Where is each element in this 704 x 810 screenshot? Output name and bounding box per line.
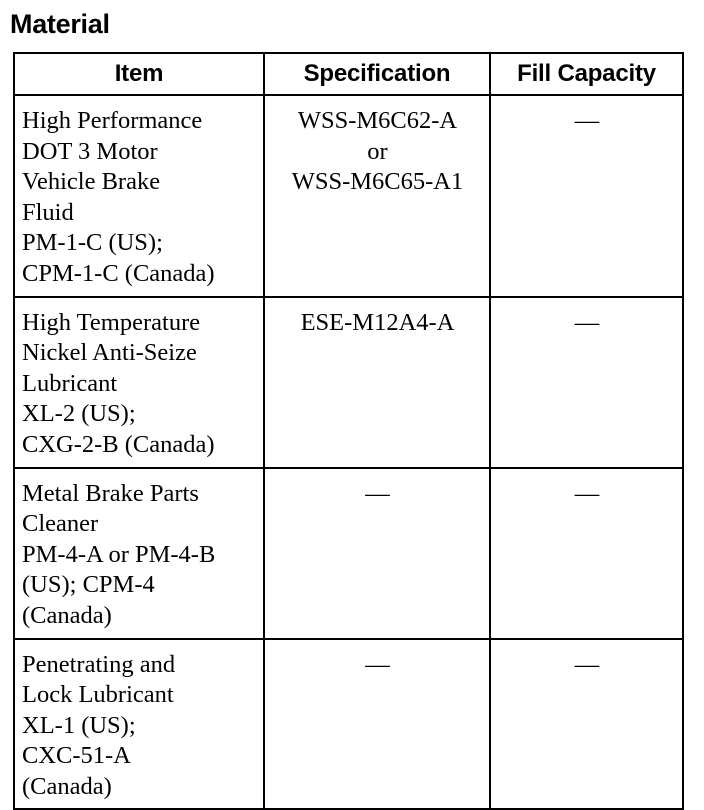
column-header-item: Item — [14, 53, 264, 95]
specification-cell — [264, 639, 490, 810]
specification-line: or — [367, 137, 388, 165]
item-line: Metal Brake Parts — [22, 479, 199, 507]
item-line: CPM-1-C (Canada) — [22, 259, 215, 287]
page-title: Material — [10, 9, 110, 39]
specification-line: ESE-M12A4-A — [300, 308, 455, 336]
fill-capacity-cell: — — [490, 639, 683, 810]
specification-line: WSS-M6C65-A1 — [291, 168, 464, 196]
item-cell — [14, 639, 264, 810]
table-row — [14, 297, 683, 468]
item-line: DOT 3 Motor — [22, 137, 158, 165]
fill-capacity-cell: — — [490, 468, 683, 639]
column-header-specification: Specification — [264, 53, 490, 95]
specification-cell — [264, 95, 490, 297]
item-line: High Temperature — [22, 308, 201, 336]
fill-capacity-cell: — — [490, 297, 683, 468]
table-row — [14, 639, 683, 810]
item-cell — [14, 95, 264, 297]
specification-line: WSS-M6C62-A — [297, 107, 458, 134]
item-line: (US); CPM-4 — [22, 571, 155, 599]
item-line: (Canada) — [22, 601, 112, 629]
specification-cell — [264, 297, 490, 468]
fill-capacity-cell: — — [490, 95, 683, 297]
specification-cell — [264, 468, 490, 639]
item-line: CXC-51-A — [22, 742, 131, 770]
table-row — [14, 95, 683, 297]
item-line: XL-2 (US); — [22, 400, 136, 428]
item-line: High Performance — [22, 107, 203, 134]
table-header-row — [14, 53, 683, 95]
item-line: PM-1-C (US); — [22, 229, 163, 257]
item-line: (Canada) — [22, 772, 112, 800]
item-line: PM-4-A or PM-4-B — [22, 540, 216, 568]
item-cell — [14, 468, 264, 639]
column-header-fill-capacity: Fill Capacity — [490, 53, 683, 95]
item-line: Lubricant — [22, 369, 118, 397]
item-line: Cleaner — [22, 510, 99, 538]
item-line: Fluid — [22, 198, 74, 226]
item-line: Penetrating and — [22, 650, 176, 678]
material-table — [13, 52, 684, 810]
item-line: Lock Lubricant — [22, 681, 174, 709]
item-cell — [14, 297, 264, 468]
specification-line: — — [365, 479, 390, 507]
item-line: CXG-2-B (Canada) — [22, 430, 215, 458]
item-line: XL-1 (US); — [22, 711, 136, 739]
item-line: Nickel Anti-Seize — [22, 339, 197, 367]
specification-line: — — [365, 650, 390, 678]
item-line: Vehicle Brake — [22, 168, 161, 196]
table-row — [14, 468, 683, 639]
